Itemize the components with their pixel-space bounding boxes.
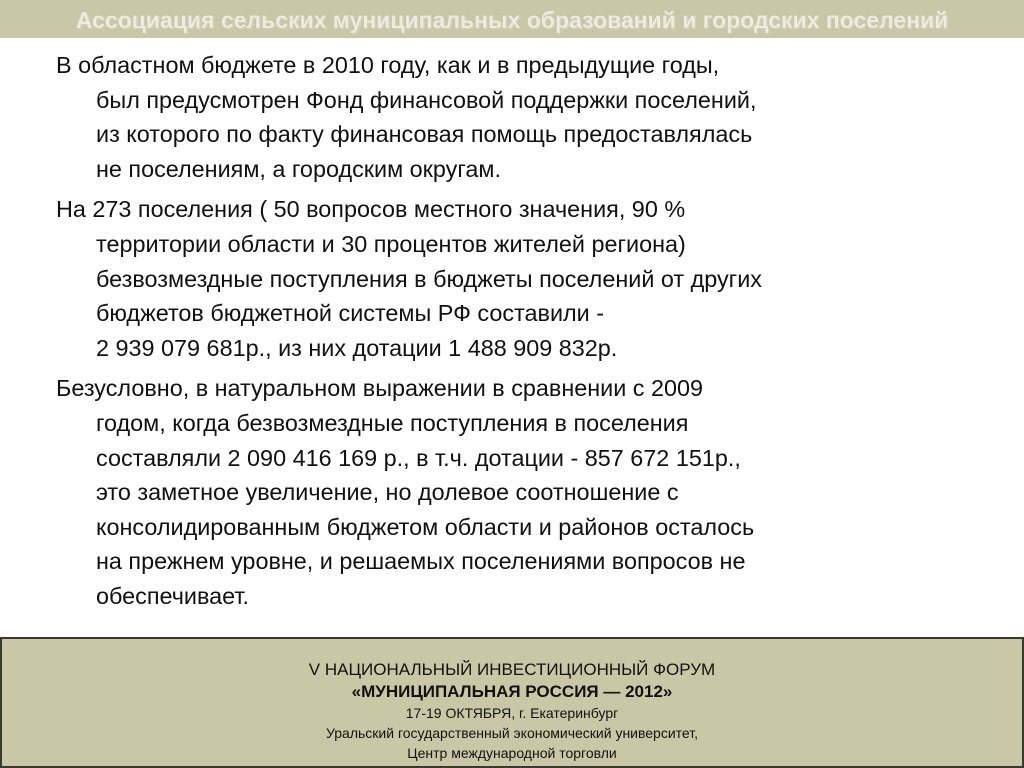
paragraph-line: обеспечивает. [96,582,250,609]
paragraph-line: Безусловно, в натуральном выражении в сравнении с 2009 [56,375,704,402]
paragraph-line: это заметное увеличение, но долевое соотношение с [96,479,679,506]
paragraph-1 [56,48,991,186]
paragraph-line: консолидированным бюджетом области и районов осталось [96,513,755,540]
paragraph-line: безвозмездные поступления в бюджеты поселений от других [96,265,762,292]
paragraph-line: бюджетов бюджетной системы РФ составили - [96,300,605,327]
footer-content [2,639,1022,763]
paragraph-3 [56,371,991,613]
paragraph-line: В областном бюджете в 2010 году, как и в предыдущие годы, [56,52,720,78]
slide-body [56,48,991,620]
forum-cohost: Центр международной торговли [407,745,617,761]
forum-name: «МУНИЦИПАЛЬНАЯ РОССИЯ — 2012» [351,682,673,701]
paragraph-line: На 273 поселения ( 50 вопросов местного значения, 90 % [56,196,686,223]
forum-dates: 17-19 ОКТЯБРЯ, г. Екатеринбург [405,705,619,721]
paragraph-line: составляли 2 090 416 169 р., в т.ч. дотации - 857 672 151р., [96,444,741,471]
header-title: Ассоциация сельских муниципальных образований и городских поселений [75,7,949,33]
footer-box [0,637,1024,768]
paragraph-line: из которого по факту финансовая помощь предоставлялась [96,121,753,148]
paragraph-line: территории области и 30 процентов жителей региона) [96,230,686,257]
paragraph-line: годом, когда безвозмездные поступления в поселения [96,409,689,436]
paragraph-line: 2 939 079 681р., из них дотации 1 488 909 832р. [96,334,618,361]
paragraph-line: на прежнем уровне, и решаемых поселениями вопросов не [96,548,746,575]
header-band [0,0,1024,38]
paragraph-2 [56,192,991,365]
paragraph-line: не поселениям, а городским округам. [96,155,501,182]
forum-host: Уральский государственный экономический университет, [326,725,698,741]
paragraph-line: был предусмотрен Фонд финансовой поддержки поселений, [96,86,757,113]
forum-title: V НАЦИОНАЛЬНЫЙ ИНВЕСТИЦИОННЫЙ ФОРУМ [308,660,716,679]
